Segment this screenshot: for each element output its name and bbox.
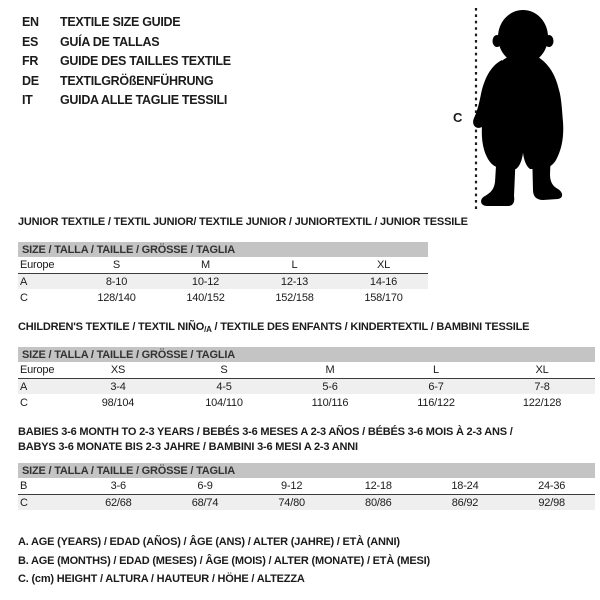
table-cell: 6-7 (383, 378, 489, 394)
table-cell: XL (489, 362, 595, 378)
legend-line-c: C. (cm) HEIGHT / ALTURA / HAUTEUR / HÖHE / ALTEZZA (18, 573, 305, 585)
table-cell: 14-16 (339, 273, 428, 289)
junior-size-table (18, 242, 428, 305)
size-header-row (18, 463, 595, 478)
table-cell: 80/86 (335, 494, 422, 510)
table-cell: 152/158 (275, 291, 314, 304)
table-cell: 86/92 (422, 494, 509, 510)
babies-title-line1: BABIES 3-6 MONTH TO 2-3 YEARS / BEBÉS 3-6 MESES A 2-3 AÑOS / BÉBÉS 3-6 MOIS À 2-3 ANS / (18, 426, 513, 438)
language-row-en (22, 13, 231, 33)
table-cell: 98/104 (101, 396, 135, 409)
table-cell: 158/170 (364, 291, 403, 304)
children-title-rest: / TEXTILE DES ENFANTS / KINDERTEXTIL / BAMBINI TESSILE (211, 321, 530, 333)
table-cell: 18-24 (422, 478, 509, 494)
height-measurement-figure (440, 0, 600, 215)
children-section-title (18, 320, 529, 337)
table-cell: 128/140 (97, 291, 136, 304)
language-code: IT (22, 93, 33, 107)
table-row (18, 378, 595, 394)
language-row-de (22, 72, 231, 92)
size-header-row (18, 347, 595, 362)
guide-title: GUÍA DE TALLAS (60, 34, 160, 49)
junior-section-title: JUNIOR TEXTILE / TEXTIL JUNIOR/ TEXTILE JUNIOR / JUNIORTEXTIL / JUNIOR TESSILE (18, 216, 468, 228)
table-cell: 74/80 (248, 494, 335, 510)
language-code: ES (22, 34, 39, 49)
babies-title-line2: BABYS 3-6 MONATE BIS 2-3 JAHRE / BAMBINI 3-6 MESI A 2-3 ANNI (18, 441, 358, 453)
row-label: Europe (18, 362, 65, 378)
table-row (18, 273, 428, 289)
table-cell: 62/68 (75, 494, 162, 510)
table-cell: 24-36 (508, 478, 595, 494)
row-label: A (18, 273, 72, 289)
table-cell: 110/116 (311, 396, 349, 409)
height-c-label: C (453, 110, 463, 125)
table-cell: S (171, 362, 277, 378)
table-cell: 10-12 (161, 273, 250, 289)
row-label: Europe (18, 257, 72, 273)
table-cell: S (72, 257, 161, 273)
size-header-row (18, 242, 428, 257)
guide-title: GUIDE DES TAILLES TEXTILE (60, 54, 231, 68)
toddler-body (473, 10, 563, 206)
children-title-main: CHILDREN'S TEXTILE / TEXTIL NIÑO (18, 321, 205, 333)
table-cell: 6-9 (162, 478, 249, 494)
table-row (18, 494, 595, 510)
table-cell: 68/74 (162, 494, 249, 510)
row-label: C (20, 396, 28, 409)
table-cell: 4-5 (171, 378, 277, 394)
language-row-es (22, 33, 231, 53)
table-cell: 3-6 (75, 478, 162, 494)
table-cell: 3-4 (65, 378, 171, 394)
guide-title: TEXTILE SIZE GUIDE (60, 15, 181, 29)
table-row (18, 394, 595, 410)
legend-line-a: A. AGE (YEARS) / EDAD (AÑOS) / ÂGE (ANS) / ALTER (JAHRE) / ETÀ (ANNI) (18, 536, 400, 548)
language-code: EN (22, 15, 39, 29)
babies-section-title (18, 425, 513, 455)
children-size-table (18, 347, 595, 410)
table-row (18, 478, 595, 494)
babies-size-table (18, 463, 595, 510)
guide-title: TEXTILGRÖßENFÜHRUNG (60, 73, 214, 88)
language-code: DE (22, 73, 39, 88)
table-cell: XS (65, 362, 171, 378)
table-row (18, 289, 428, 305)
row-label: C (18, 494, 75, 510)
guide-title: GUIDA ALLE TAGLIE TESSILI (60, 93, 228, 107)
table-cell: XL (339, 257, 428, 273)
language-title-list (22, 13, 231, 111)
table-cell: L (383, 362, 489, 378)
row-label: C (20, 291, 28, 304)
table-cell: 12-13 (250, 273, 339, 289)
language-row-fr (22, 52, 231, 72)
table-cell: 8-10 (72, 273, 161, 289)
table-cell: 122/128 (522, 396, 562, 409)
table-cell: L (250, 257, 339, 273)
table-row (18, 362, 595, 378)
table-cell: 92/98 (508, 494, 595, 510)
toddler-silhouette-icon (440, 0, 600, 215)
size-header-label: SIZE / TALLA / TAILLE / GRÖSSE / TAGLIA (18, 242, 428, 257)
size-header-label: SIZE / TALLA / TAILLE / GRÖSSE / TAGLIA (18, 463, 595, 478)
table-cell: 5-6 (277, 378, 383, 394)
children-title-subscript: /A (204, 325, 212, 334)
language-code: FR (22, 54, 39, 68)
legend-line-b: B. AGE (MONTHS) / EDAD (MESES) / ÂGE (MOIS) / ALTER (MONATE) / ETÀ (MESI) (18, 554, 430, 567)
table-cell: 116/122 (417, 396, 455, 409)
row-label: B (18, 478, 75, 494)
language-row-it (22, 91, 231, 111)
table-cell: M (277, 362, 383, 378)
size-header-label: SIZE / TALLA / TAILLE / GRÖSSE / TAGLIA (18, 347, 595, 362)
row-label: A (18, 378, 65, 394)
table-cell: 12-18 (335, 478, 422, 494)
table-cell: 104/110 (205, 396, 243, 409)
table-cell: 140/152 (186, 291, 225, 304)
table-cell: M (161, 257, 250, 273)
table-cell: 9-12 (248, 478, 335, 494)
table-row (18, 257, 428, 273)
measurement-legend (18, 533, 430, 589)
table-cell: 7-8 (489, 378, 595, 394)
